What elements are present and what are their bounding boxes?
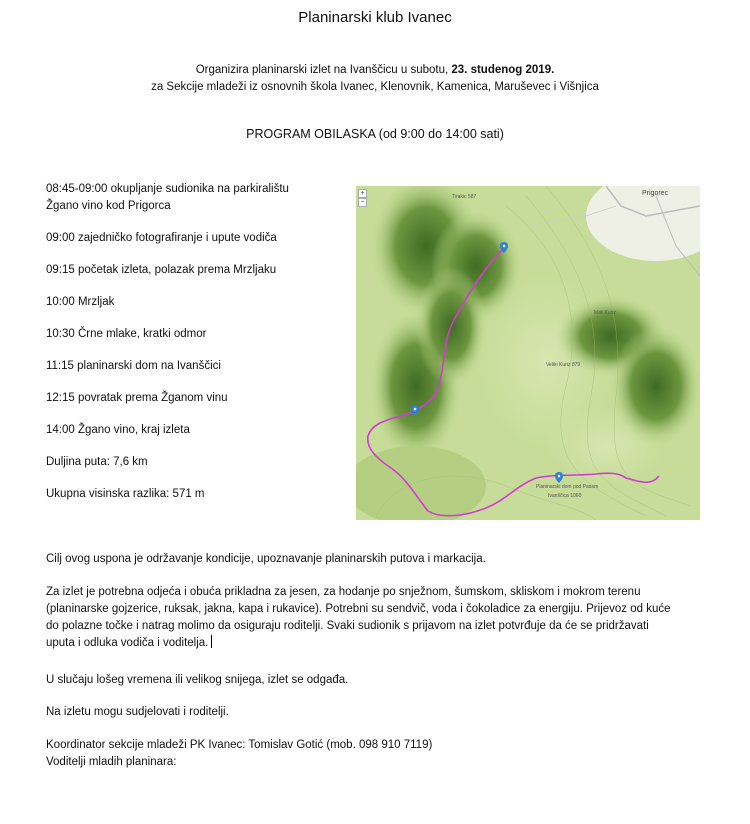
schedule-item: [46, 181, 346, 215]
map-label-mali-kuriz: Mali Kuriz: [594, 310, 616, 316]
schedule-item-text: Ukupna visinska razlika: 571 m: [46, 488, 205, 500]
paragraph-line: [46, 635, 716, 652]
intro-text: Organizira planinarski izlet na Ivanščicu u subotu,: [195, 64, 452, 76]
schedule-item-text: 11:15 planinarski dom na Ivanščici: [46, 360, 221, 372]
paragraph-text: uputa i odluka vodiča i voditelja.: [46, 637, 209, 649]
paragraph-parents: Na izletu mogu sudjelovati i roditelji.: [46, 706, 229, 718]
paragraph-weather: U slučaju lošeg vremena ili velikog snijega, izlet se odgađa.: [46, 674, 349, 686]
schedule-item: [46, 294, 346, 311]
map-label-dom: Planinarski dom pod Pasam: [536, 484, 599, 490]
text-cursor: [211, 635, 212, 648]
zoom-out-button[interactable]: −: [358, 198, 367, 207]
schedule-list: [46, 181, 346, 518]
schedule-item: [46, 230, 346, 247]
leaders-line: Voditelji mladih planinara:: [46, 756, 177, 768]
schedule-item: [46, 422, 346, 439]
forest-ridge: [611, 326, 700, 446]
paragraph-line: (planinarske gojzerice, ruksak, jakna, kapa i rukavice). Potrebni su sendvič, voda i čokoladice za energiju. Prijevoz od kuće: [46, 603, 671, 615]
schedule-item-text: Žgano vino kod Prigorca: [46, 200, 171, 212]
route-map: [356, 186, 700, 520]
schedule-item-text: 09:15 početak izleta, polazak prema Mrzljaku: [46, 264, 277, 276]
schedule-item-text: 12:15 povratak prema Žganom vinu: [46, 392, 228, 404]
paragraph-goal: Cilj ovog uspona je održavanje kondicije, upoznavanje planinarskih putova i markacija.: [46, 553, 486, 565]
program-title: PROGRAM OBILASKA (od 9:00 do 14:00 sati): [246, 127, 504, 141]
route-length: [46, 454, 346, 471]
schedule-item-text: 10:00 Mrzljak: [46, 296, 115, 308]
schedule-item: [46, 390, 346, 407]
elevation-difference: [46, 486, 346, 503]
event-date: 23. studenog 2019.: [451, 64, 555, 76]
schedule-item: [46, 358, 346, 375]
zoom-in-button[interactable]: +: [358, 189, 367, 198]
coordinator-line: Koordinator sekcije mladeži PK Ivanec: Tomislav Gotić (mob. 098 910 7119): [46, 739, 433, 751]
document-title: Planinarski klub Ivanec: [298, 9, 452, 26]
intro-block: [0, 62, 750, 96]
schedule-item: [46, 326, 346, 343]
route-map-graphic: [356, 186, 700, 520]
schedule-item-text: 10:30 Črne mlake, kratki odmor: [46, 328, 207, 340]
paragraph-line: Za izlet je potrebna odjeća i obuća prikladna za jesen, za hodanje po snježnom, šumskom, skliskom i mokrom terenu: [46, 586, 641, 598]
schedule-item: [46, 262, 346, 279]
schedule-item-text: 14:00 Žgano vino, kraj izleta: [46, 424, 190, 436]
intro-line-1: [0, 62, 750, 79]
paragraph-line: do polazne točke i natrag molimo da osiguraju roditelji. Svaki sudionik s prijavom na izlet potvrđuje da će se pridržavati: [46, 620, 649, 632]
schedule-item-text: 09:00 zajedničko fotografiranje i upute vodiča: [46, 232, 277, 244]
paragraph-contact: [46, 737, 716, 771]
map-label-ivanscica: Ivanščica 1060: [548, 493, 582, 499]
map-label-veliki-kuriz: Veliki Kuriz 879: [546, 362, 581, 368]
map-label-prigorec: Prigorec: [642, 190, 669, 197]
intro-line-2: za Sekcije mladeži iz osnovnih škola Ivanec, Klenovnik, Kamenica, Maruševec i Višnjica: [151, 81, 599, 93]
map-label-peak: Tirakic 587: [452, 194, 477, 200]
schedule-item-text: 08:45-09:00 okupljanje sudionika na parkiralištu: [46, 183, 289, 195]
paragraph-equipment: [46, 584, 716, 652]
schedule-item-text: Duljina puta: 7,6 km: [46, 456, 148, 468]
